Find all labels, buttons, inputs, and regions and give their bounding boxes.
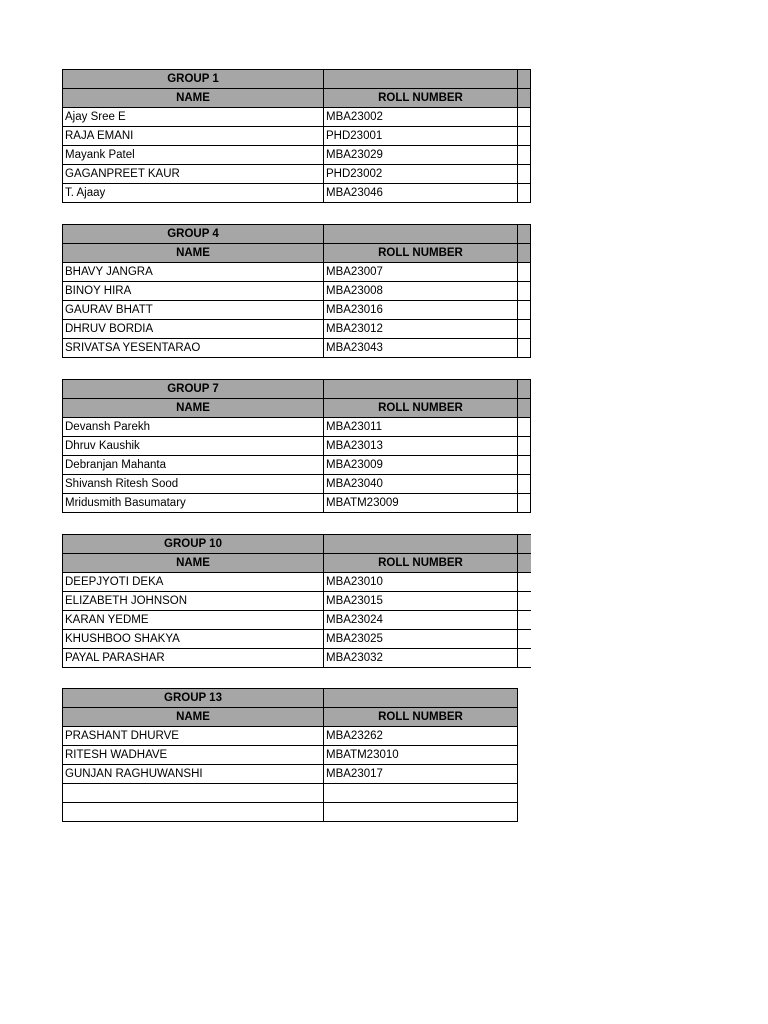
empty-cell <box>518 456 531 475</box>
empty-cell <box>518 573 531 592</box>
table-row <box>63 456 531 475</box>
roll-number: MBA23011 <box>324 418 518 437</box>
student-name: Devansh Parekh <box>63 418 324 437</box>
column-header-row <box>63 554 531 573</box>
student-name: Mayank Patel <box>63 146 324 165</box>
student-name: BINOY HIRA <box>63 282 324 301</box>
column-header-row <box>63 399 531 418</box>
group-title-row <box>63 70 531 89</box>
roll-number: PHD23002 <box>324 165 518 184</box>
blank-header-cell <box>518 89 531 108</box>
student-name: Ajay Sree E <box>63 108 324 127</box>
student-name: Shivansh Ritesh Sood <box>63 475 324 494</box>
roll-column-header: ROLL NUMBER <box>324 89 518 108</box>
group-title: GROUP 1 <box>63 70 324 89</box>
empty-cell <box>518 592 531 611</box>
table-row <box>63 165 531 184</box>
student-name: Mridusmith Basumatary <box>63 494 324 513</box>
empty-cell <box>518 146 531 165</box>
table-row <box>63 184 531 203</box>
empty-cell <box>518 301 531 320</box>
group-title: GROUP 13 <box>63 689 324 708</box>
blank-header-cell <box>324 535 518 554</box>
roll-number: MBA23040 <box>324 475 518 494</box>
table-row <box>63 339 531 358</box>
table-row <box>63 746 518 765</box>
roll-number: MBA23010 <box>324 573 518 592</box>
name-column-header: NAME <box>63 89 324 108</box>
table-row <box>63 320 531 339</box>
roll-number: MBA23029 <box>324 146 518 165</box>
table-row <box>63 282 531 301</box>
blank-header-cell <box>518 554 531 573</box>
roll-number: MBA23032 <box>324 649 518 668</box>
student-name: GAURAV BHATT <box>63 301 324 320</box>
student-name: PAYAL PARASHAR <box>63 649 324 668</box>
empty-cell <box>518 611 531 630</box>
table-row <box>63 784 518 803</box>
group-title: GROUP 4 <box>63 225 324 244</box>
roll-number: MBA23009 <box>324 456 518 475</box>
column-header-row <box>63 708 518 727</box>
column-header-row <box>63 89 531 108</box>
student-name <box>63 784 324 803</box>
table-row <box>63 437 531 456</box>
group-table <box>62 224 531 358</box>
roll-number: MBA23015 <box>324 592 518 611</box>
blank-header-cell <box>518 380 531 399</box>
student-name: T. Ajaay <box>63 184 324 203</box>
roll-column-header: ROLL NUMBER <box>324 399 518 418</box>
student-name: KHUSHBOO SHAKYA <box>63 630 324 649</box>
table-row <box>63 108 531 127</box>
roll-number: MBA23002 <box>324 108 518 127</box>
roll-number <box>324 803 518 822</box>
roll-number: MBA23016 <box>324 301 518 320</box>
roll-number: MBA23025 <box>324 630 518 649</box>
column-header-row <box>63 244 531 263</box>
blank-header-cell <box>518 70 531 89</box>
roll-column-header: ROLL NUMBER <box>324 554 518 573</box>
roll-number: PHD23001 <box>324 127 518 146</box>
student-name: DHRUV BORDIA <box>63 320 324 339</box>
empty-cell <box>518 494 531 513</box>
group-title: GROUP 7 <box>63 380 324 399</box>
roll-number: MBA23012 <box>324 320 518 339</box>
group-title-row <box>63 380 531 399</box>
roll-number: MBA23046 <box>324 184 518 203</box>
table-row <box>63 727 518 746</box>
name-column-header: NAME <box>63 554 324 573</box>
table-row <box>63 611 531 630</box>
table-row <box>63 494 531 513</box>
roll-number: MBA23007 <box>324 263 518 282</box>
table-row <box>63 630 531 649</box>
table-row <box>63 573 531 592</box>
blank-header-cell <box>324 689 518 708</box>
student-name: Debranjan Mahanta <box>63 456 324 475</box>
empty-cell <box>518 320 531 339</box>
blank-header-cell <box>324 380 518 399</box>
group-title-row <box>63 535 531 554</box>
roll-number: MBATM23009 <box>324 494 518 513</box>
table-row <box>63 475 531 494</box>
group-table <box>62 379 531 513</box>
empty-cell <box>518 282 531 301</box>
group-table <box>62 534 531 668</box>
empty-cell <box>518 418 531 437</box>
student-name: PRASHANT DHURVE <box>63 727 324 746</box>
roll-number <box>324 784 518 803</box>
blank-header-cell <box>324 70 518 89</box>
student-name: ELIZABETH JOHNSON <box>63 592 324 611</box>
roll-number: MBA23008 <box>324 282 518 301</box>
student-name: Dhruv Kaushik <box>63 437 324 456</box>
roll-number: MBATM23010 <box>324 746 518 765</box>
group-table <box>62 688 518 822</box>
name-column-header: NAME <box>63 244 324 263</box>
student-name: DEEPJYOTI DEKA <box>63 573 324 592</box>
empty-cell <box>518 165 531 184</box>
student-name: BHAVY JANGRA <box>63 263 324 282</box>
roll-number: MBA23017 <box>324 765 518 784</box>
table-row <box>63 649 531 668</box>
roll-number: MBA23024 <box>324 611 518 630</box>
group-title: GROUP 10 <box>63 535 324 554</box>
table-row <box>63 301 531 320</box>
empty-cell <box>518 108 531 127</box>
student-name: GAGANPREET KAUR <box>63 165 324 184</box>
student-name: SRIVATSA YESENTARAO <box>63 339 324 358</box>
student-name: RITESH WADHAVE <box>63 746 324 765</box>
empty-cell <box>518 263 531 282</box>
blank-header-cell <box>324 225 518 244</box>
roll-column-header: ROLL NUMBER <box>324 244 518 263</box>
blank-header-cell <box>518 225 531 244</box>
student-name <box>63 803 324 822</box>
table-row <box>63 263 531 282</box>
empty-cell <box>518 339 531 358</box>
blank-header-cell <box>518 399 531 418</box>
name-column-header: NAME <box>63 399 324 418</box>
table-row <box>63 592 531 611</box>
roll-number: MBA23013 <box>324 437 518 456</box>
table-row <box>63 146 531 165</box>
group-table <box>62 69 531 203</box>
group-title-row <box>63 689 518 708</box>
roll-number: MBA23262 <box>324 727 518 746</box>
empty-cell <box>518 630 531 649</box>
empty-cell <box>518 437 531 456</box>
empty-cell <box>518 475 531 494</box>
table-row <box>63 765 518 784</box>
student-name: KARAN YEDME <box>63 611 324 630</box>
roll-number: MBA23043 <box>324 339 518 358</box>
roll-column-header: ROLL NUMBER <box>324 708 518 727</box>
student-name: RAJA EMANI <box>63 127 324 146</box>
empty-cell <box>518 649 531 668</box>
name-column-header: NAME <box>63 708 324 727</box>
empty-cell <box>518 127 531 146</box>
group-title-row <box>63 225 531 244</box>
table-row <box>63 418 531 437</box>
empty-cell <box>518 184 531 203</box>
blank-header-cell <box>518 244 531 263</box>
table-row <box>63 127 531 146</box>
blank-header-cell <box>518 535 531 554</box>
student-name: GUNJAN RAGHUWANSHI <box>63 765 324 784</box>
table-row <box>63 803 518 822</box>
